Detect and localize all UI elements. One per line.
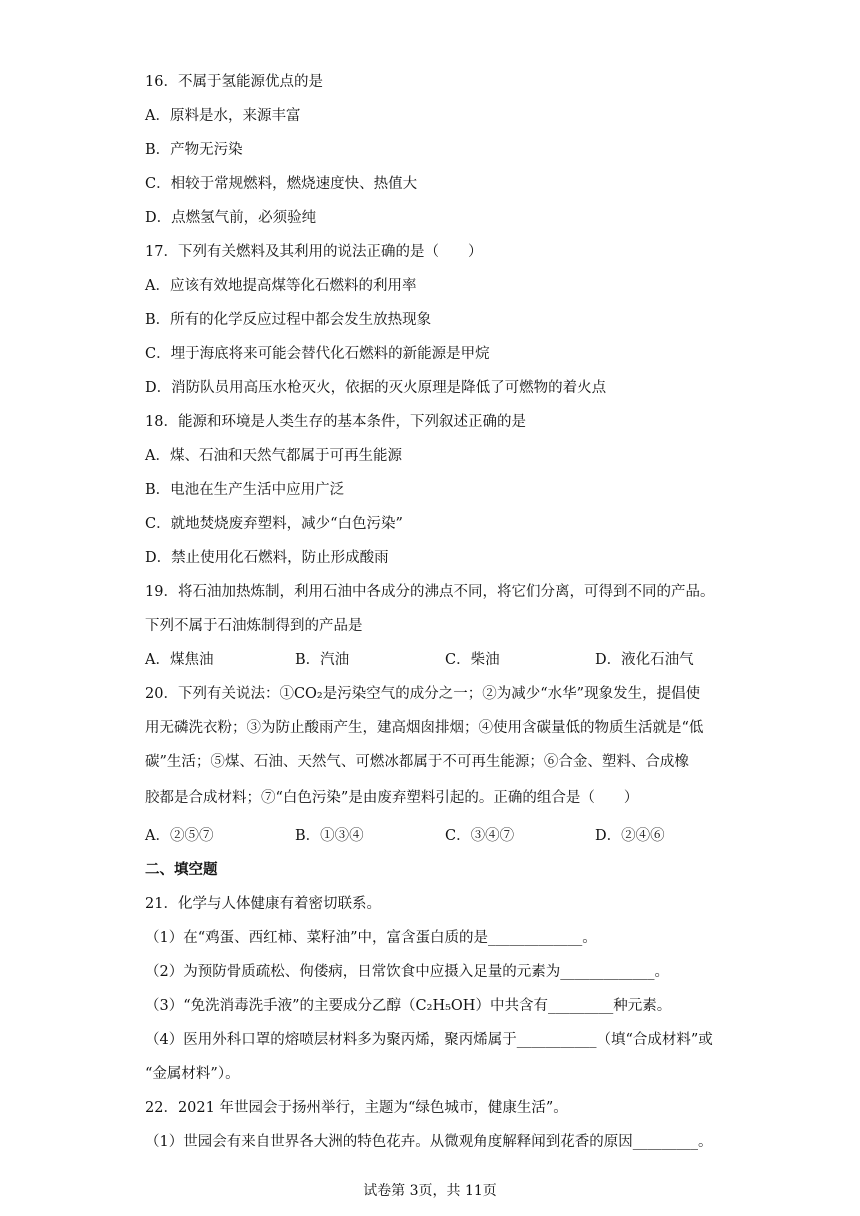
question-17-option-a: A．应该有效地提高煤等化石燃料的利用率 <box>145 278 417 294</box>
question-22-stem: 22．2021 年世园会于扬州举行，主题为“绿色城市，健康生活”。 <box>145 1100 568 1116</box>
question-21-stem: 21．化学与人体健康有着密切联系。 <box>145 896 381 912</box>
question-17-option-c: C．埋于海底将来可能会替代化石燃料的新能源是甲烷 <box>145 346 490 362</box>
question-21-item-1: （1）在“鸡蛋、西红柿、菜籽油”中，富含蛋白质的是_____________。 <box>145 930 597 946</box>
question-16-stem: 16．不属于氢能源优点的是 <box>145 74 323 90</box>
question-16-option-b: B．产物无污染 <box>145 142 243 158</box>
question-20-option-a: A．②⑤⑦ <box>145 828 214 844</box>
question-19-option-d: D．液化石油气 <box>595 652 694 668</box>
question-18-stem: 18．能源和环境是人类生存的基本条件，下列叙述正确的是 <box>145 414 526 430</box>
question-20-option-d: D．②④⑥ <box>595 828 665 844</box>
question-18-option-b: B．电池在生产生活中应用广泛 <box>145 482 345 498</box>
question-21-item-4-line-1: （4）医用外科口罩的熔喷层材料多为聚丙烯，聚丙烯属于___________（填“合成材料”或 <box>145 1032 713 1048</box>
question-18-option-a: A．煤、石油和天然气都属于可再生能源 <box>145 448 402 464</box>
question-19-option-c: C．柴油 <box>445 652 500 668</box>
page-footer: 试卷第 3页，共 11页 <box>363 1183 497 1199</box>
question-18-option-c: C．就地焚烧废弃塑料，减少“白色污染” <box>145 516 403 532</box>
question-18-option-d: D．禁止使用化石燃料，防止形成酸雨 <box>145 550 389 566</box>
question-21-item-2: （2）为预防骨质疏松、佝偻病，日常饮食中应摄入足量的元素为_____________。 <box>145 964 669 980</box>
question-21-item-4-line-2: “金属材料”）。 <box>145 1066 240 1082</box>
question-20-stem-line-2: 用无磷洗衣粉；③为防止酸雨产生，建高烟囱排烟；④使用含碳量低的物质生活就是“低 <box>145 720 704 736</box>
question-20-option-c: C．③④⑦ <box>445 828 515 844</box>
question-20-stem-line-1: 20．下列有关说法：①CO₂是污染空气的成分之一；②为减少“水华”现象发生，提倡使 <box>145 686 701 702</box>
question-17-option-b: B．所有的化学反应过程中都会发生放热现象 <box>145 312 432 328</box>
question-22-item-1: （1）世园会有来自世界各大洲的特色花卉。从微观角度解释闻到花香的原因_________。 <box>145 1134 713 1150</box>
question-19-stem-line-2: 下列不属于石油炼制得到的产品是 <box>145 618 363 634</box>
question-19-stem-line-1: 19．将石油加热炼制，利用石油中各成分的沸点不同，将它们分离，可得到不同的产品。 <box>145 584 715 600</box>
question-17-option-d: D．消防队员用高压水枪灭火，依据的灭火原理是降低了可燃物的着火点 <box>145 380 607 396</box>
question-16-option-d: D．点燃氢气前，必须验纯 <box>145 210 317 226</box>
question-20-option-b: B．①③④ <box>295 828 364 844</box>
question-16-option-c: C．相较于常规燃料，燃烧速度快、热值大 <box>145 176 418 192</box>
question-19-option-b: B．汽油 <box>295 652 350 668</box>
question-20-stem-line-3: 碳”生活；⑤煤、石油、天然气、可燃冰都属于不可再生能源；⑥合金、塑料、合成橡 <box>145 754 689 770</box>
question-21-item-3: （3）“免洗消毒洗手液”的主要成分乙醇（C₂H₅OH）中共含有_________种元素。 <box>145 998 672 1014</box>
question-16-option-a: A．原料是水，来源丰富 <box>145 108 301 124</box>
section-heading: 二、填空题 <box>145 862 218 878</box>
question-17-stem: 17．下列有关燃料及其利用的说法正确的是（ ） <box>145 244 483 260</box>
question-20-stem-line-4: 胶都是合成材料；⑦“白色污染”是由废弃塑料引起的。正确的组合是（ ） <box>145 790 639 806</box>
question-19-option-a: A．煤焦油 <box>145 652 214 668</box>
